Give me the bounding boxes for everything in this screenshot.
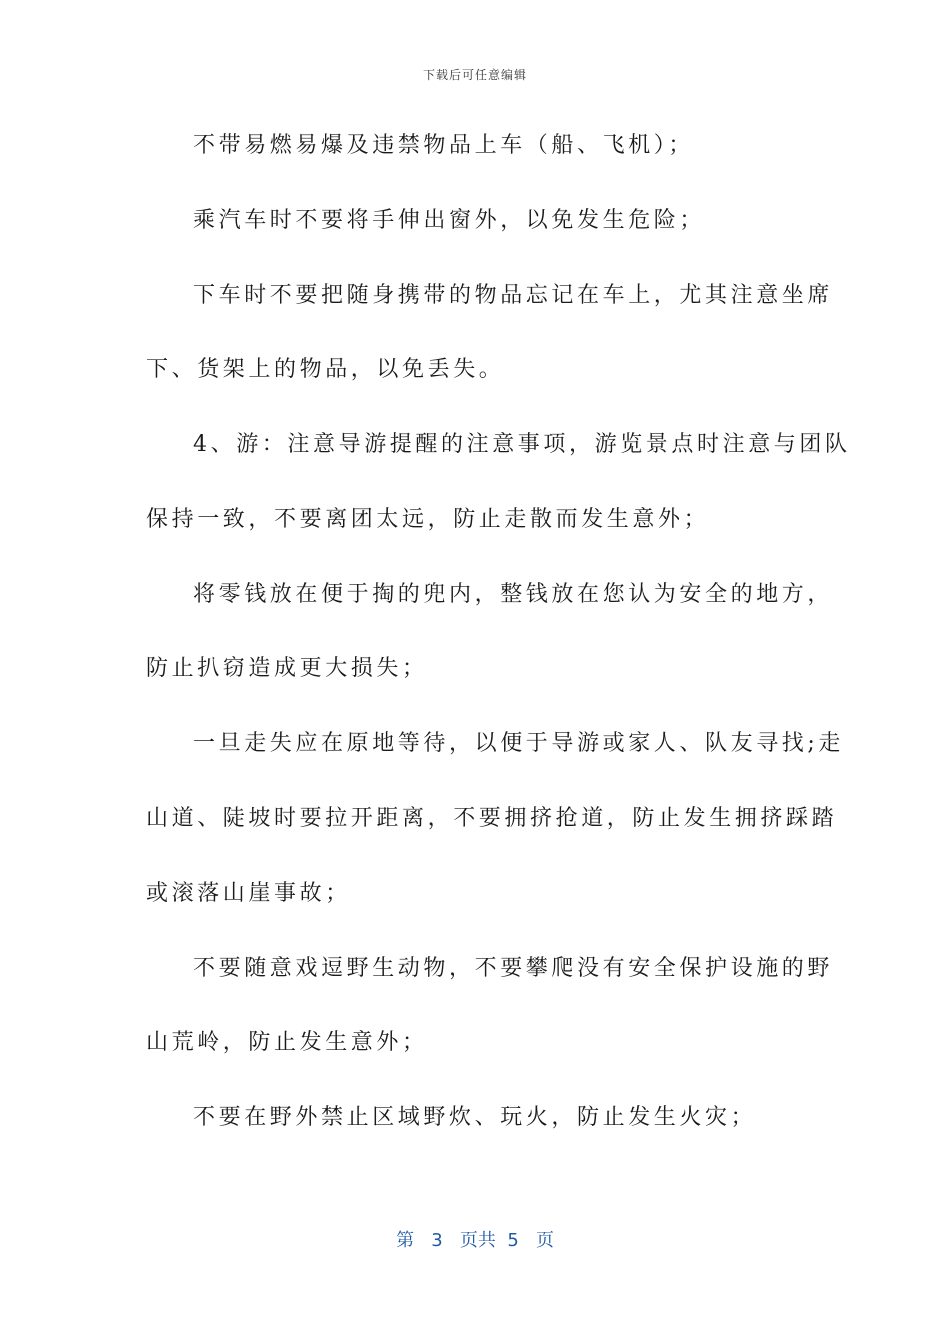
text-line: 不要在野外禁止区域野炊、玩火，防止发生火灾； <box>193 1105 757 1130</box>
text-line: 防止扒窃造成更大损失； <box>146 656 428 681</box>
text-line: 山道、陡坡时要拉开距离，不要拥挤抢道，防止发生拥挤踩踏 <box>146 806 838 831</box>
footer-middle: 页共 <box>459 1230 496 1251</box>
text-line: 下车时不要把随身携带的物品忘记在车上，尤其注意坐席 <box>193 283 834 308</box>
text-line: 乘汽车时不要将手伸出窗外，以免发生危险； <box>193 208 706 233</box>
footer-prefix: 第 <box>396 1230 415 1251</box>
text-line: 4、游：注意导游提醒的注意事项，游览景点时注意与团队 <box>193 432 851 457</box>
text-line: 不要随意戏逗野生动物，不要攀爬没有安全保护设施的野 <box>193 956 834 981</box>
footer-page-number: 3 <box>431 1230 443 1251</box>
text-line: 一旦走失应在原地等待，以便于导游或家人、队友寻找;走 <box>193 731 845 756</box>
text-line: 或滚落山崖事故； <box>146 881 351 906</box>
page-footer <box>0 1226 950 1252</box>
text-line: 保持一致，不要离团太远，防止走散而发生意外； <box>146 507 710 532</box>
footer-page-total: 5 <box>507 1230 519 1251</box>
text-line: 不带易燃易爆及违禁物品上车（船、飞机）； <box>193 133 695 158</box>
text-line: 下、货架上的物品，以免丢失。 <box>146 357 505 382</box>
text-line: 将零钱放在便于掏的兜内，整钱放在您认为安全的地方， <box>193 582 834 607</box>
text-line: 山荒岭，防止发生意外； <box>146 1030 428 1055</box>
page-header: 下载后可任意编辑 <box>422 68 527 82</box>
footer-suffix: 页 <box>535 1230 554 1251</box>
